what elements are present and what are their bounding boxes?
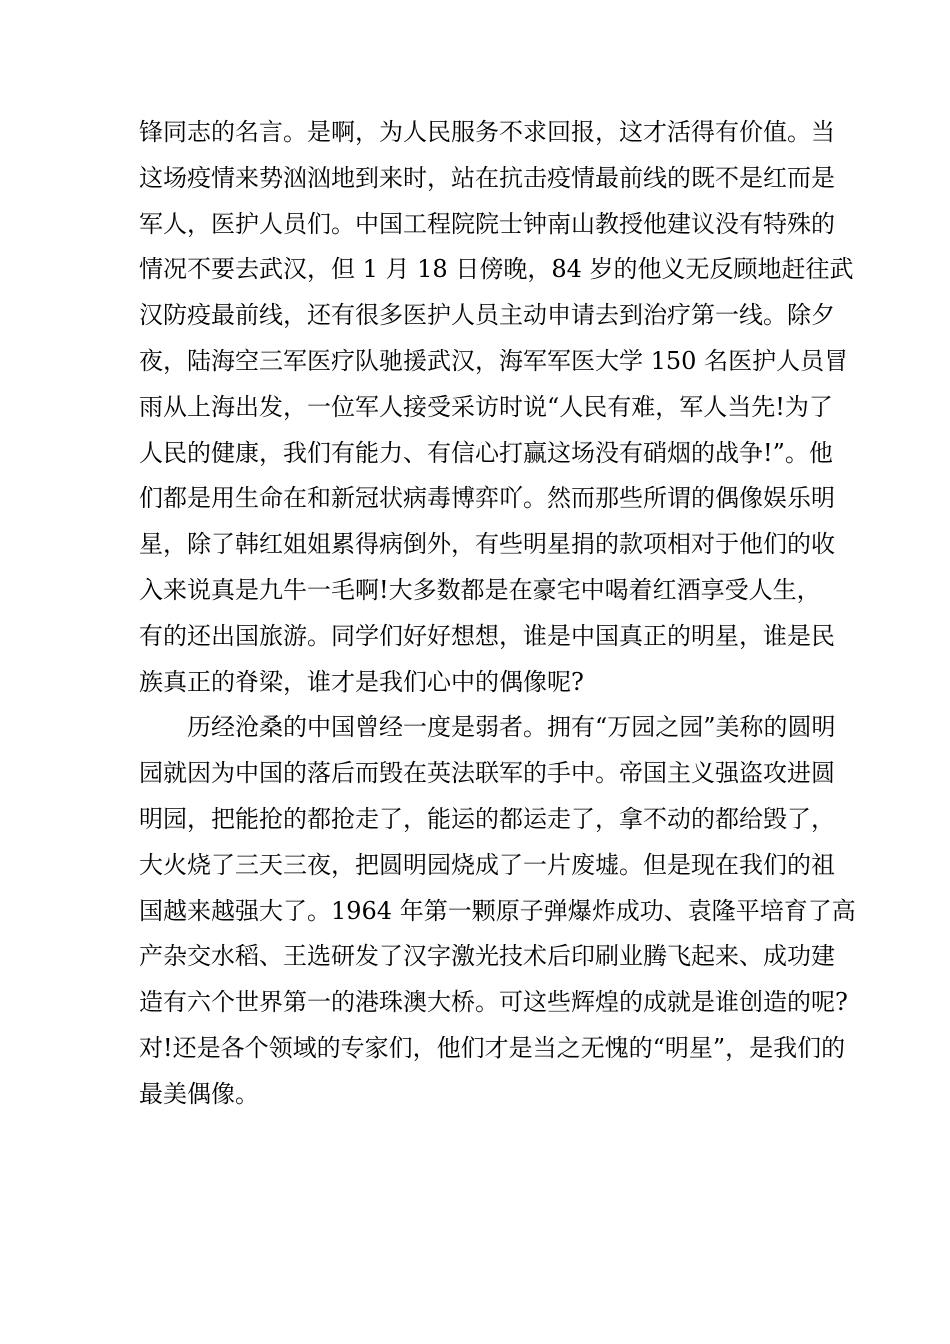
body-text	[139, 110, 856, 1118]
text-line: 明园，把能抢的都抢走了，能运的都运走了，拿不动的都给毁了，	[139, 804, 835, 833]
text-line: 人民的健康，我们有能力、有信心打赢这场没有硝烟的战争!”。他	[139, 438, 833, 467]
text-line: 汉防疫最前线，还有很多医护人员主动申请去到治疗第一线。除夕	[139, 301, 835, 330]
text-line: 造有六个世界第一的港珠澳大桥。可这些辉煌的成就是谁创造的呢?	[139, 988, 848, 1017]
text-line: 星，除了韩红姐姐累得病倒外，有些明星捐的款项相对于他们的收	[139, 530, 835, 559]
paragraph-1	[139, 110, 854, 705]
text-line: 大火烧了三天三夜，把圆明园烧成了一片废墟。但是现在我们的祖	[139, 850, 835, 879]
text-line: 有的还出国旅游。同学们好好想想，谁是中国真正的明星，谁是民	[139, 621, 835, 650]
text-line: 夜，陆海空三军医疗队驰援武汉，海军军医大学 150 名医护人员冒	[139, 346, 849, 375]
text-line: 入来说真是九牛一毛啊!大多数都是在豪宅中喝着红酒享受人生，	[139, 575, 821, 604]
text-line: 这场疫情来势汹汹地到来时，站在抗击疫情最前线的既不是红而是	[139, 163, 835, 192]
text-line: 情况不要去武汉，但 1 月 18 日傍晚，84 岁的他义无反顾地赶往武	[139, 255, 854, 284]
text-line: 雨从上海出发，一位军人接受采访时说“人民有难，军人当先!为了	[139, 392, 833, 421]
text-line: 族真正的脊梁，谁才是我们心中的偶像呢?	[139, 667, 584, 696]
text-line: 历经沧桑的中国曾经一度是弱者。拥有“万园之园”美称的圆明	[187, 713, 836, 742]
text-line: 最美偶像。	[139, 1079, 259, 1108]
text-line: 对!还是各个领域的专家们，他们才是当之无愧的“明星”，是我们的	[139, 1033, 846, 1062]
text-line: 锋同志的名言。是啊，为人民服务不求回报，这才活得有价值。当	[139, 118, 835, 146]
text-line: 园就因为中国的落后而毁在英法联军的手中。帝国主义强盗攻进圆	[139, 759, 835, 788]
text-line: 军人，医护人员们。中国工程院院士钟南山教授他建议没有特殊的	[139, 209, 835, 238]
text-line: 们都是用生命在和新冠状病毒博弈吖。然而那些所谓的偶像娱乐明	[139, 484, 835, 513]
text-line: 产杂交水稻、王选研发了汉字激光技术后印刷业腾飞起来、成功建	[139, 942, 835, 971]
paragraph-2	[139, 705, 856, 1117]
text-line: 国越来越强大了。1964 年第一颗原子弹爆炸成功、袁隆平培育了高	[139, 896, 856, 925]
